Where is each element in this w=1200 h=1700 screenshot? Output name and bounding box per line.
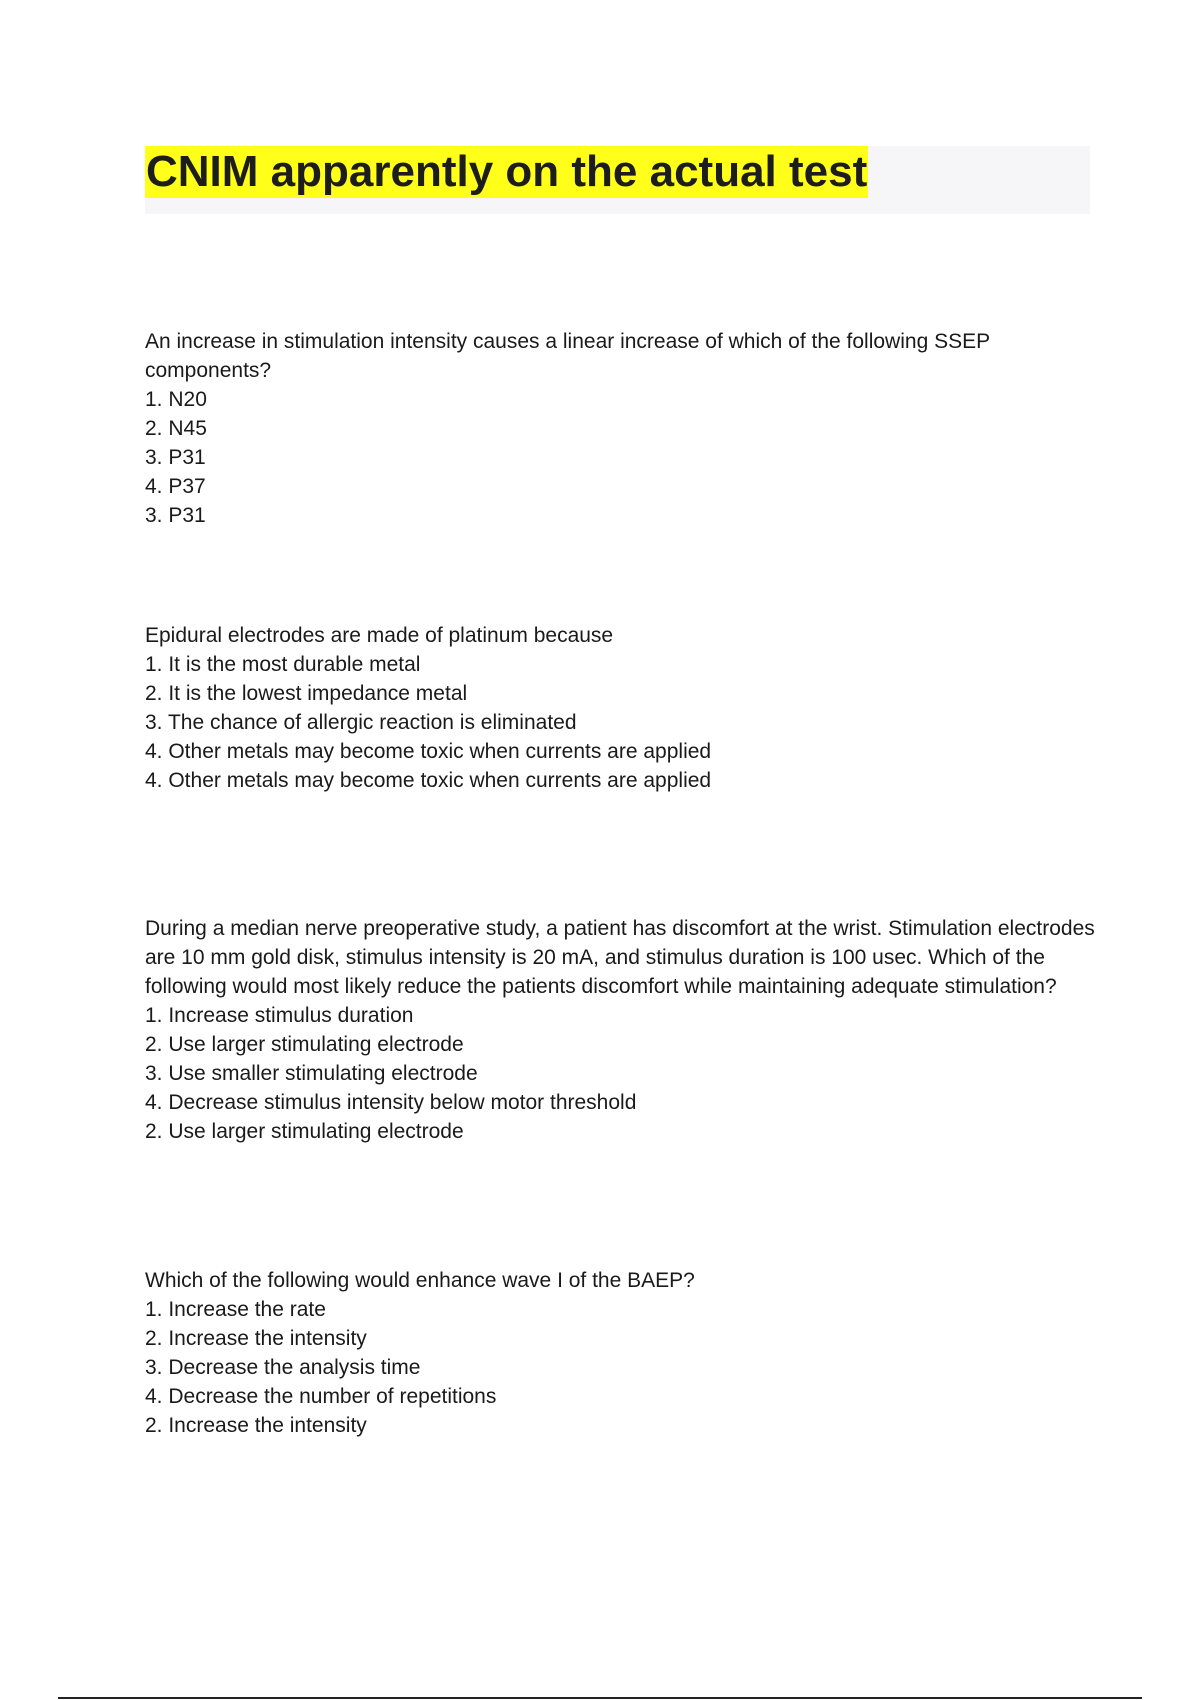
question-text: During a median nerve preoperative study, a patient has discomfort at the wrist. Stimulation electrodes are 10 mm gold disk, stimulus intensity is 20 mA, and stimulus duration is 100 usec. Which of the following would most likely reduce the patients discomfort while maintaining adequate stimulation? xyxy=(145,917,1095,998)
correct-answer: 4. Other metals may become toxic when currents are applied xyxy=(145,769,712,792)
question-text: Which of the following would enhance wave I of the BAEP? xyxy=(145,1269,695,1292)
question-text: An increase in stimulation intensity causes a linear increase of which of the following SSEP components? xyxy=(145,330,990,382)
page-bottom-rule xyxy=(58,1697,1142,1699)
option-item: 4. Decrease stimulus intensity below motor threshold xyxy=(145,1091,637,1114)
option-item: 2. Use larger stimulating electrode xyxy=(145,1033,464,1056)
option-item: 2. Increase the intensity xyxy=(145,1327,367,1350)
correct-answer: 2. Use larger stimulating electrode xyxy=(145,1120,464,1143)
option-item: 1. It is the most durable metal xyxy=(145,653,421,676)
option-item: 4. Decrease the number of repetitions xyxy=(145,1385,497,1408)
answer-options xyxy=(145,650,1085,766)
answer-options xyxy=(145,385,1085,501)
correct-answer: 3. P31 xyxy=(145,504,206,527)
option-item: 2. It is the lowest impedance metal xyxy=(145,682,468,705)
question-3 xyxy=(145,914,1095,1146)
answer-options xyxy=(145,1295,1085,1411)
option-item: 1. N20 xyxy=(145,388,207,411)
question-1 xyxy=(145,327,1085,530)
correct-answer: 2. Increase the intensity xyxy=(145,1414,367,1437)
question-text: Epidural electrodes are made of platinum because xyxy=(145,624,614,647)
option-item: 4. P37 xyxy=(145,475,206,498)
option-item: 1. Increase stimulus duration xyxy=(145,1004,414,1027)
answer-options xyxy=(145,1001,1095,1117)
option-item: 3. The chance of allergic reaction is eliminated xyxy=(145,711,577,734)
page-title: CNIM apparently on the actual test xyxy=(146,147,868,196)
option-item: 1. Increase the rate xyxy=(145,1298,326,1321)
option-item: 3. Use smaller stimulating electrode xyxy=(145,1062,478,1085)
option-item: 3. P31 xyxy=(145,446,206,469)
question-2 xyxy=(145,621,1085,795)
option-item: 3. Decrease the analysis time xyxy=(145,1356,421,1379)
option-item: 4. Other metals may become toxic when currents are applied xyxy=(145,740,712,763)
option-item: 2. N45 xyxy=(145,417,207,440)
question-4 xyxy=(145,1266,1085,1440)
